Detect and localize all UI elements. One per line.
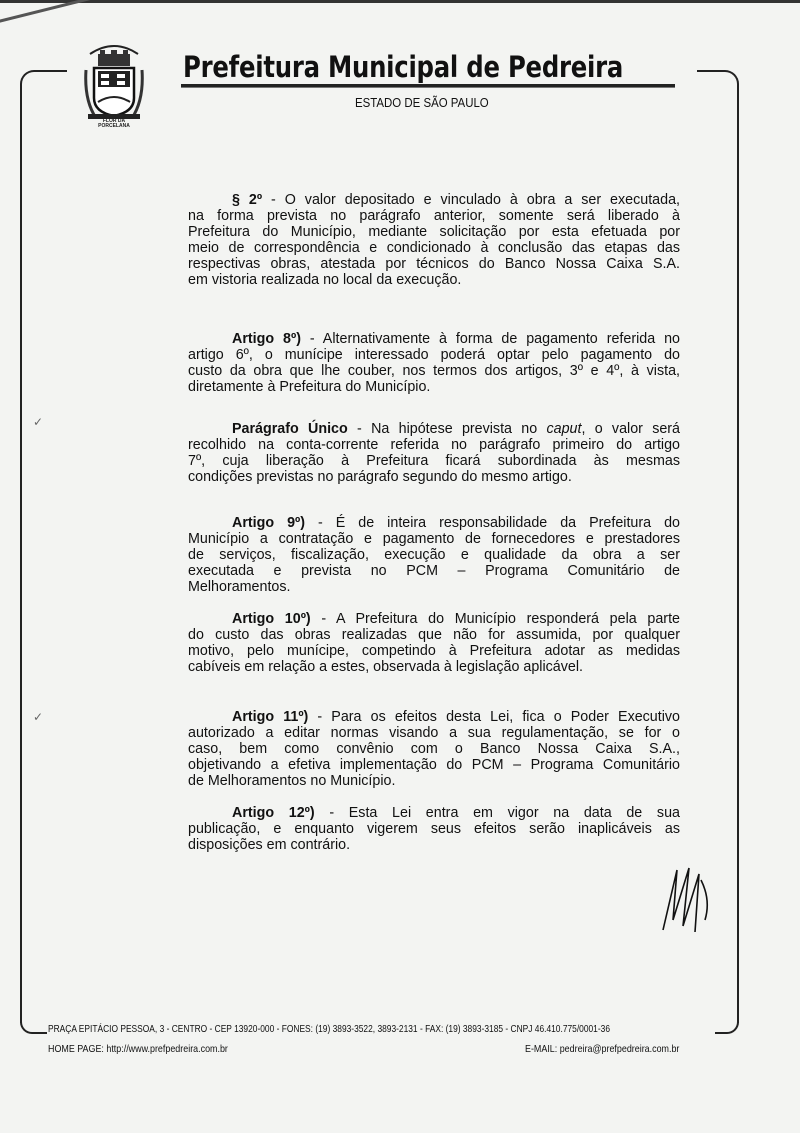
text-segment: respectivas obras, atestada por técnicos do Banco Nossa Caixa S.A.: [188, 256, 680, 272]
article-heading: Artigo 11º): [232, 709, 309, 725]
text-segment: Melhoramentos.: [188, 579, 291, 595]
frame-corner: [697, 70, 739, 92]
paragraph: [188, 805, 680, 853]
article-heading: § 2º: [232, 192, 263, 208]
text-line: [188, 659, 680, 675]
frame-corner: [715, 1015, 739, 1034]
text-segment: objetivando a efetiva implementação do PCM – Programa Comunitário: [188, 757, 680, 773]
text-line: [188, 363, 680, 379]
text-segment: disposições em contrário.: [188, 837, 351, 853]
text-segment: 7º, cuja liberação à Prefeitura ficará subordinada às mesmas: [188, 453, 680, 469]
footer-email[interactable]: E-MAIL: pedreira@prefpedreira.com.br: [525, 1043, 680, 1055]
paragraph: [188, 192, 680, 288]
article-heading: Parágrafo Único: [232, 421, 348, 437]
text-line: [188, 531, 680, 547]
paragraph: [188, 331, 680, 395]
frame-border: [20, 88, 22, 1023]
text-line: [188, 805, 680, 821]
coat-of-arms-logo: [84, 40, 144, 120]
text-segment: de Melhoramentos no Município.: [188, 773, 396, 789]
text-segment: recolhido na conta-corrente referida no parágrafo primeiro do artigo: [188, 437, 680, 453]
text-line: [188, 821, 680, 837]
text-segment: executada e prevista no PCM – Programa Comunitário de: [188, 563, 680, 579]
text-line: [188, 741, 680, 757]
article-heading: Artigo 12º): [232, 805, 315, 821]
text-segment: em vistoria realizada no local da execução.: [188, 272, 462, 288]
text-line: [188, 272, 680, 288]
article-heading: Artigo 10º): [232, 611, 311, 627]
scan-edge: [0, 0, 800, 3]
paragraph: [188, 515, 680, 595]
margin-check-mark: ✓: [33, 710, 44, 724]
text-line: [188, 709, 680, 725]
text-line: [188, 579, 680, 595]
text-line: [188, 347, 680, 363]
text-segment: de serviços, fiscalização, execução e qualidade da obra a ser: [188, 547, 680, 563]
text-line: [188, 773, 680, 789]
text-segment: caput: [546, 421, 582, 437]
text-segment: do custo das obras realizadas que não for assumida, por qualquer: [188, 627, 680, 643]
text-segment: condições previstas no parágrafo segundo do mesmo artigo.: [188, 469, 572, 485]
paragraph: [188, 611, 680, 675]
text-line: [188, 192, 680, 208]
text-line: [188, 515, 680, 531]
text-segment: caso, bem como convênio com o Banco Nossa Caixa S.A.,: [188, 741, 680, 757]
crest-motto: FLOR DA PORCELANA: [98, 118, 130, 129]
text-segment: , o valor será: [581, 421, 681, 437]
text-line: [188, 627, 680, 643]
text-segment: publicação, e enquanto vigerem seus efeitos serão inaplicáveis as: [188, 821, 680, 837]
text-segment: cabíveis em relação a estes, observada à legislação aplicável.: [188, 659, 583, 675]
article-heading: Artigo 8º): [232, 331, 301, 347]
text-line: [188, 837, 680, 853]
text-segment: na forma prevista no parágrafo anterior, somente será liberado à: [188, 208, 680, 224]
text-line: [188, 256, 680, 272]
text-line: [188, 421, 680, 437]
text-line: [188, 563, 680, 579]
text-line: [188, 240, 680, 256]
text-segment: autorizado a editar normas visando a sua regulamentação, se for o: [188, 725, 680, 741]
text-segment: - O valor depositado e vinculado à obra a ser executada,: [262, 192, 680, 208]
paragraph: [188, 421, 680, 485]
footer-homepage[interactable]: HOME PAGE: http://www.prefpedreira.com.br: [48, 1043, 228, 1055]
text-segment: - Para os efeitos desta Lei, fica o Poder Executivo: [308, 709, 681, 725]
margin-check-mark: ✓: [33, 415, 44, 429]
text-segment: - É de inteira responsabilidade da Prefeitura do: [305, 515, 680, 531]
text-line: [188, 437, 680, 453]
paragraph: [188, 709, 680, 789]
page-title: Prefeitura Municipal de Pedreira: [183, 50, 624, 84]
text-line: [188, 379, 680, 395]
text-segment: Município a contratação e pagamento de fornecedores e prestadores: [188, 531, 680, 547]
text-line: [188, 469, 680, 485]
scan-crease: [0, 0, 194, 25]
text-segment: custo da obra que lhe couber, nos termos dos artigos, 3º e 4º, à vista,: [188, 363, 680, 379]
text-line: [188, 453, 680, 469]
text-line: [188, 224, 680, 240]
frame-border: [737, 88, 739, 1023]
text-line: [188, 331, 680, 347]
text-line: [188, 547, 680, 563]
text-segment: meio de correspondência e condicionado à conclusão das etapas das: [188, 240, 680, 256]
text-line: [188, 208, 680, 224]
title-underline: [181, 84, 675, 88]
article-heading: Artigo 9º): [232, 515, 306, 531]
text-line: [188, 643, 680, 659]
footer-address: PRAÇA EPITÁCIO PESSOA, 3 - CENTRO - CEP 13920-000 - FONES: (19) 3893-3522, 3893-2131 - FAX: (19) 3893-3185 - CNPJ 46.410.775/0001-36: [48, 1023, 610, 1035]
frame-corner: [20, 1015, 47, 1034]
text-segment: diretamente à Prefeitura do Município.: [188, 379, 431, 395]
handwritten-signature: [655, 860, 715, 940]
text-segment: motivo, pelo munícipe, competindo à Prefeitura adotar as medidas: [188, 643, 680, 659]
text-segment: - A Prefeitura do Município responderá pela parte: [310, 611, 680, 627]
text-segment: - Esta Lei entra em vigor na data de sua: [314, 805, 680, 821]
frame-corner: [20, 70, 67, 92]
text-line: [188, 611, 680, 627]
text-segment: - Alternativamente à forma de pagamento referida no: [300, 331, 680, 347]
text-segment: artigo 6º, o munícipe interessado poderá optar pelo pagamento do: [188, 347, 680, 363]
page-subtitle: ESTADO DE SÃO PAULO: [355, 95, 489, 110]
text-line: [188, 757, 680, 773]
text-line: [188, 725, 680, 741]
text-segment: Prefeitura do Município, mediante solicitação por esta efetuada por: [188, 224, 680, 240]
text-segment: - Na hipótese prevista no: [347, 421, 547, 437]
